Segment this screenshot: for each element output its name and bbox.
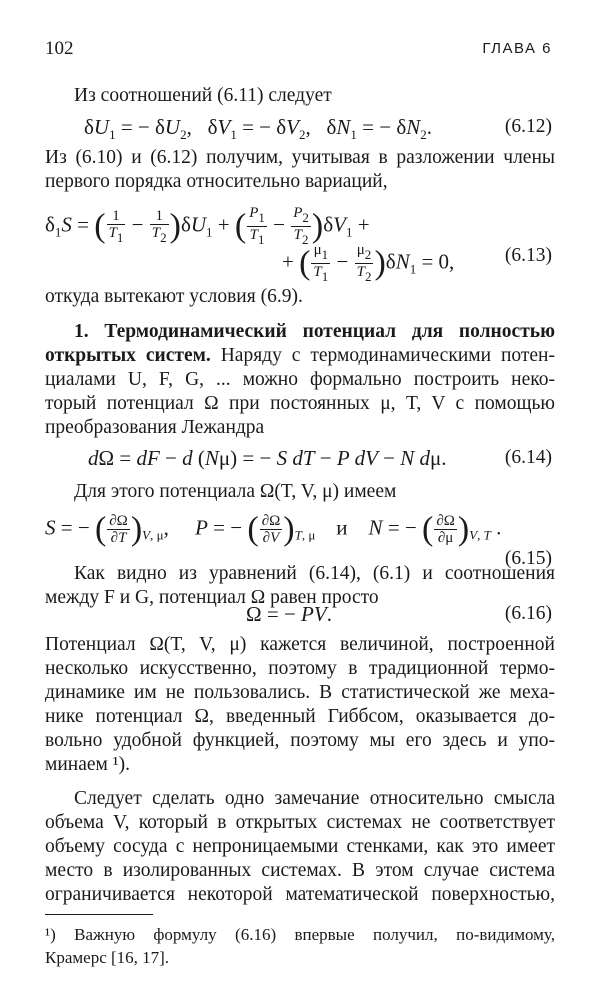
- equation-number: (6.15): [504, 548, 552, 569]
- chapter-header: ГЛАВА 6: [482, 40, 552, 57]
- page-number: 102: [45, 38, 74, 59]
- equation-6-13-line1: $\delta_1S$ = ( $\frac{1}{T1}$ − $\frac{1}{T2}$ )$\delta U_1$ + ( $\frac{P1}{T1}$ − $\frac{P2}{T2}$ )$\delta V_1$ +: [45, 205, 370, 247]
- paragraph-line: динамике им не пользовались. В статистической же меха-: [45, 682, 555, 703]
- paragraph-line: объема V, который в открытых системах не соответствует: [45, 812, 555, 833]
- paragraph-line: объему сосуда с непроницаемыми стенками, как это имеет: [45, 836, 555, 857]
- equation-6-12: $\delta U_1$ = − $\delta U_2$, $\delta V_1$ = − $\delta V_2$, $\delta N_1$ = − $\delta N_2$.: [84, 115, 433, 142]
- section-heading-continued: открытых систем.: [45, 345, 211, 366]
- paragraph-line: Следует сделать одно замечание относительно смысла: [74, 788, 555, 809]
- paragraph-line: вольно удобной функцией, поэтому мы его здесь и упо-: [45, 730, 555, 751]
- paragraph-line: Как видно из уравнений (6.14), (6.1) и соотношения: [74, 563, 555, 584]
- equation-number: (6.16): [504, 603, 552, 624]
- equation-number: (6.13): [504, 245, 552, 266]
- paragraph-line: несколько искусственно, поэтому в традиционной термо-: [45, 658, 555, 679]
- equation-6-14: dΩ = dF − d (Nμ) = − S dT − P dV − N dμ.: [88, 446, 447, 470]
- paragraph-line: между F и G, потенциал Ω равен просто: [45, 587, 379, 608]
- equation-number: (6.14): [504, 447, 552, 468]
- section-text: Наряду с термодинамическими потен-: [210, 345, 555, 366]
- footnote-line: ¹) Важную формулу (6.16) впервые получил, по-видимому,: [45, 925, 555, 944]
- paragraph-line: Для этого потенциала Ω(T, V, μ) имеем: [74, 481, 397, 502]
- paragraph-line: преобразования Лежандра: [45, 417, 265, 438]
- equation-6-16: Ω = − PV.: [246, 602, 332, 626]
- equation-6-13-line2: + ( $\frac{\mu 1}{T1}$ − $\frac{\mu 2}{T2}$ )$\delta N_1 = 0$,: [282, 242, 455, 284]
- paragraph-line: откуда вытекают условия (6.9).: [45, 286, 303, 307]
- paragraph-line: торый потенциал Ω при постоянных μ, T, V с помощью: [45, 393, 555, 414]
- paragraph-line: нике потенциал Ω, введенный Гиббсом, оказывается до-: [45, 706, 555, 727]
- paragraph-line: ограничивается некоторой математической поверхностью,: [45, 884, 555, 905]
- paragraph-line: минаем ¹).: [45, 754, 130, 775]
- section-heading: 1. Термодинамический потенциал для полностью: [74, 321, 555, 342]
- paragraph-line: место в изолированных системах. В этом случае система: [45, 860, 555, 881]
- paragraph-line: Потенциал Ω(T, V, μ) кажется величиной, построенной: [45, 634, 555, 655]
- paragraph-line: Из (6.10) и (6.12) получим, учитывая в разложении члены: [45, 147, 555, 168]
- equation-6-15: S = − ( $\frac{\partial\Omega}{\partial T}$ )$_{V, \mu}$, P = − ( $\frac{\partial\Omega}{\partial V}$ )$_{T, \mu}$ и N = − ( $\frac{\partial\Omega}{\partial\mu}$ )$_{V, T}$ .: [45, 510, 502, 548]
- footnote-rule: [45, 914, 153, 915]
- footnote-line: Крамерс [16, 17].: [45, 948, 170, 967]
- paragraph-line: циалами U, F, G, ... можно формально построить неко-: [45, 369, 555, 390]
- paragraph-line: первого порядка относительно вариаций,: [45, 171, 388, 192]
- paragraph-line: [45, 344, 555, 368]
- and-word: и: [336, 515, 348, 540]
- equation-number: (6.12): [504, 116, 552, 137]
- paragraph-line: Из соотношений (6.11) следует: [74, 85, 332, 106]
